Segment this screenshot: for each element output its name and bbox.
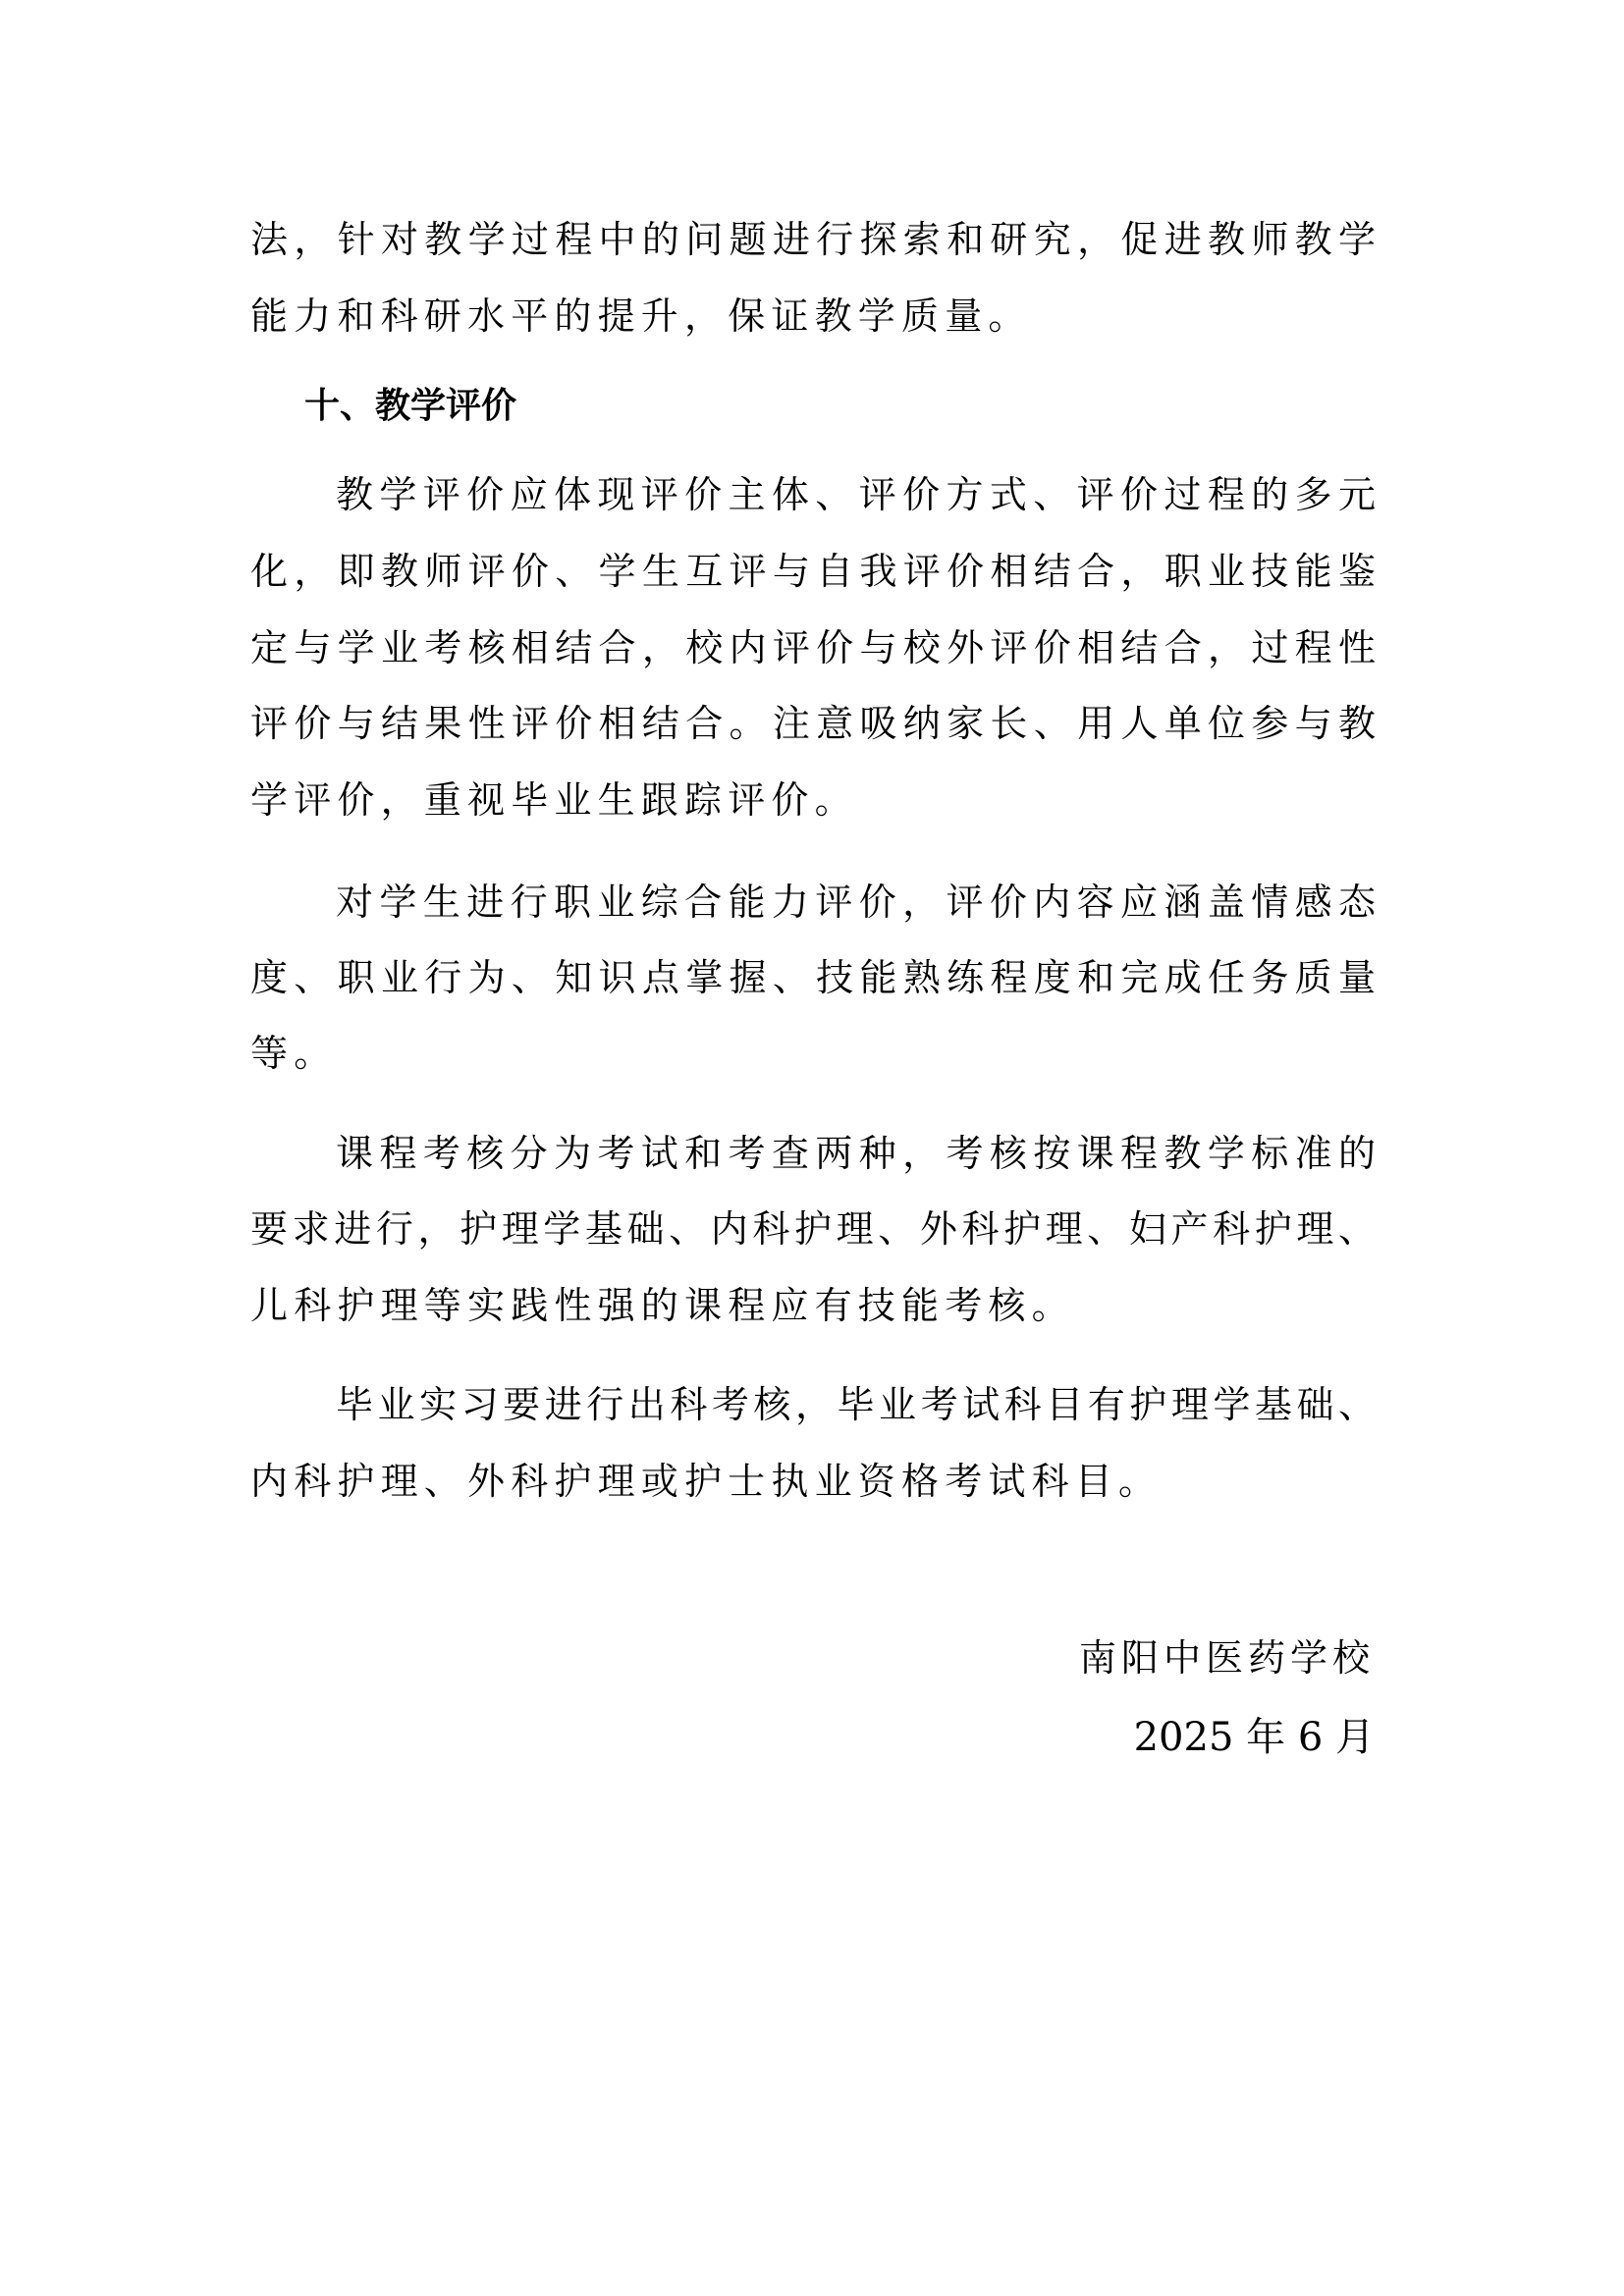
paragraph-line: 等。 [250, 1032, 338, 1075]
paragraph-line: 学评价，重视毕业生跟踪评价。 [250, 778, 858, 822]
paragraph-line: 要求进行，护理学基础、内科护理、外科护理、妇产科护理、 [250, 1207, 1376, 1251]
paragraph-line: 内科护理、外科护理或护士执业资格考试科目。 [250, 1460, 1163, 1503]
paragraph-line: 能力和科研水平的提升，保证教学质量。 [250, 294, 1032, 338]
paragraph-line: 度、职业行为、知识点掌握、技能熟练程度和完成任务质量 [250, 956, 1376, 999]
paragraph-line: 毕业实习要进行出科考核，毕业考试科目有护理学基础、 [336, 1383, 1376, 1426]
paragraph-line: 教学评价应体现评价主体、评价方式、评价过程的多元 [336, 473, 1376, 516]
paragraph-line: 课程考核分为考试和考查两种，考核按课程教学标准的 [336, 1132, 1376, 1175]
paragraph-line: 儿科护理等实践性强的课程应有技能考核。 [250, 1284, 1075, 1327]
paragraph-line: 评价与结果性评价相结合。注意吸纳家长、用人单位参与教 [250, 702, 1376, 745]
paragraph-line: 对学生进行职业综合能力评价，评价内容应涵盖情感态 [336, 881, 1376, 924]
signature-organization: 南阳中医药学校 [1078, 1636, 1375, 1680]
paragraph-line: 化，即教师评价、学生互评与自我评价相结合，职业技能鉴 [250, 550, 1376, 593]
signature-date: 2025 年 6 月 [1133, 1715, 1375, 1760]
paragraph-line: 法，针对教学过程中的问题进行探索和研究，促进教师教学 [250, 218, 1376, 261]
section-heading: 十、教学评价 [304, 386, 517, 426]
paragraph-line: 定与学业考核相结合，校内评价与校外评价相结合，过程性 [250, 626, 1376, 669]
